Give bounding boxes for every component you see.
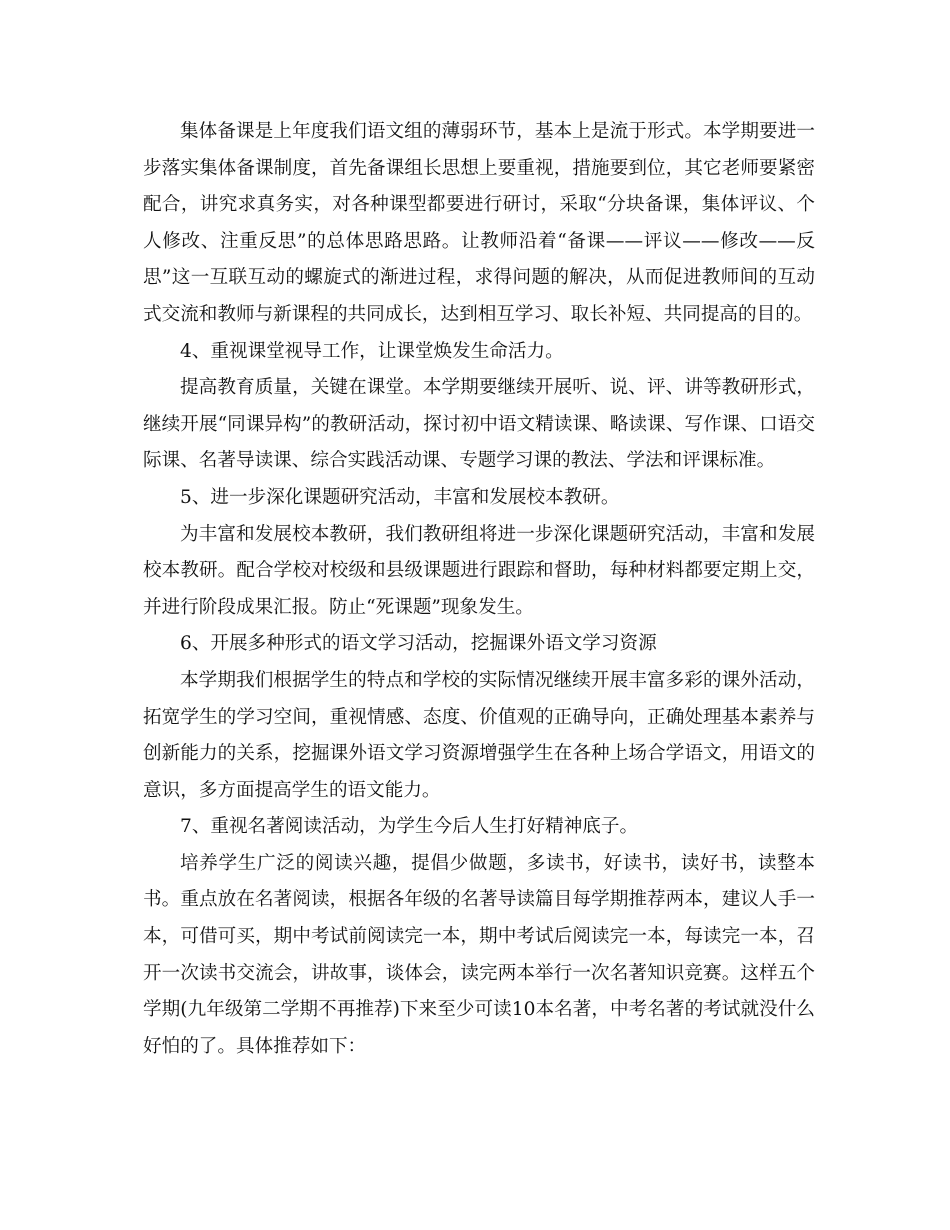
paragraph-collective-lesson-prep: 集体备课是上年度我们语文组的薄弱环节，基本上是流于形式。本学期要进一步落实集体备课制度，首先备课组长思想上要重视，措施要到位，其它老师要紧密配合，讲究求真务实，对各种课型都要进行研讨，采取“分块备课，集体评议、个人修改、注重反思”的总体思路思路。让教师沿着“备课——评议——修改——反思”这一互联互动的螺旋式的渐进过程，求得问题的解决，从而促进教师间的互动式交流和教师与新课程的共同成长，达到相互学习、取长补短、共同提高的目的。	[143, 121, 815, 325]
paragraph-extracurricular-activities: 本学期我们根据学生的特点和学校的实际情况继续开展丰富多彩的课外活动，拓宽学生的学习空间，重视情感、态度、价值观的正确导向，正确处理基本素养与创新能力的关系，挖掘课外语文学习资源增强学生在各种上场合学语文，用语文的意识，多方面提高学生的语文能力。	[143, 669, 815, 801]
paragraph-topic-research: 为丰富和发展校本教研，我们教研组将进一步深化课题研究活动，丰富和发展校本教研。配合学校对校级和县级课题进行跟踪和督助，每种材料都要定期上交，并进行阶段成果汇报。防止“死课题”现象发生。	[143, 523, 815, 618]
heading-item-4: 4、重视课堂视导工作，让课堂焕发生命活力。	[180, 340, 564, 362]
heading-item-5: 5、进一步深化课题研究活动，丰富和发展校本教研。	[180, 486, 620, 508]
paragraph-classroom-quality: 提高教育质量，关键在课堂。本学期要继续开展听、说、评、讲等教研形式，继续开展“同课异构”的教研活动，探讨初中语文精读课、略读课、写作课、口语交际课、名著导读课、综合实践活动课、专题学习课的教法、学法和评课标准。	[143, 377, 815, 472]
heading-item-6: 6、开展多种形式的语文学习活动，挖掘课外语文学习资源	[180, 633, 657, 655]
document-body	[143, 114, 815, 1065]
heading-item-7: 7、重视名著阅读活动，为学生今后人生打好精神底子。	[180, 816, 639, 838]
paragraph-classic-reading: 培养学生广泛的阅读兴趣，提倡少做题，多读书，好读书，读好书，读整本书。重点放在名著阅读，根据各年级的名著导读篇目每学期推荐两本，建议人手一本，可借可买，期中考试前阅读完一本，期中考试后阅读完一本，每读完一本，召开一次读书交流会，讲故事，谈体会，读完两本举行一次名著知识竞赛。这样五个学期(九年级第二学期不再推荐)下来至少可读10本名著，中考名著的考试就没什么好怕的了。具体推荐如下：	[143, 852, 815, 1057]
